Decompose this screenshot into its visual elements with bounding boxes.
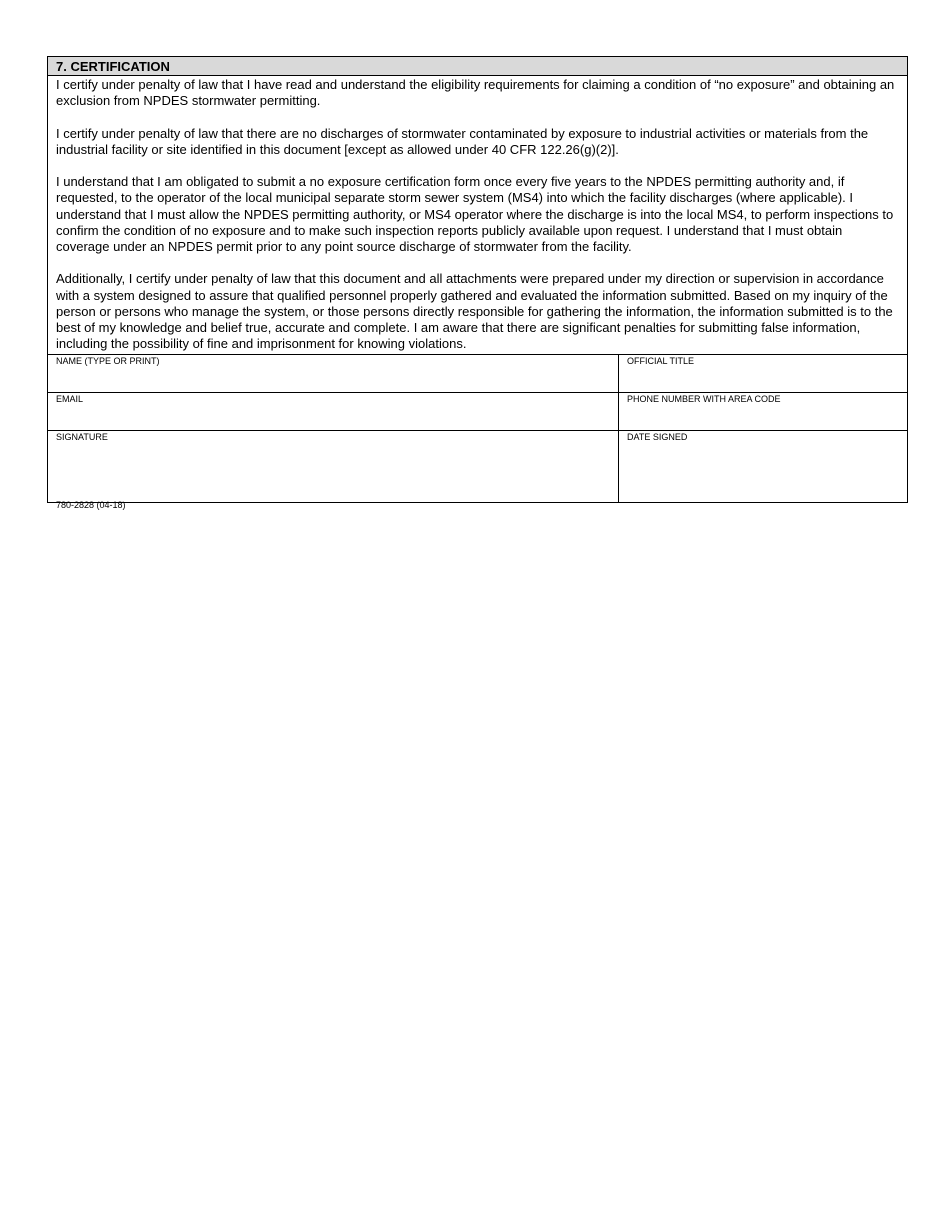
email-label: EMAIL xyxy=(56,394,84,405)
official-title-label: OFFICIAL TITLE xyxy=(627,356,695,367)
signature-date-row xyxy=(48,430,907,502)
official-title-input[interactable] xyxy=(627,367,899,385)
email-input[interactable] xyxy=(56,405,610,423)
form-number: 780-2828 (04-18) xyxy=(56,500,126,510)
email-phone-row xyxy=(48,392,907,430)
certification-paragraph-1: I certify under penalty of law that I have read and understand the eligibility requirements for claiming a condition of “no exposure” and obtaining an exclusion from NPDES stormwater permitting. xyxy=(56,77,895,109)
certification-paragraph-3: I understand that I am obligated to submit a no exposure certification form once every five years to the NPDES permitting authority and, if requested, to the operator of the local municipal separate storm sewer system (MS4) into which the facility discharges (where applicable). I understand that I must allow the NPDES permitting authority, or MS4 operator where the discharge is into the local MS4, to perform inspections to confirm the condition of no exposure and to make such inspection reports publicly available upon request. I understand that I must obtain coverage under an NPDES permit prior to any point source discharge of stormwater from the facility. xyxy=(56,174,894,254)
certification-paragraph-2: I certify under penalty of law that there are no discharges of stormwater contaminated by exposure to industrial activities or materials from the industrial facility or site identified in this document [except as allowed under 40 CFR 122.26(g)(2)]. xyxy=(56,125,869,157)
name-input[interactable] xyxy=(56,367,610,385)
certification-paragraph-4: Additionally, I certify under penalty of law that this document and all attachments were prepared under my direction or supervision in accordance with a system designed to assure that qualified personnel properly gathered and evaluated the information submitted. Based on my inquiry of the person or persons who manage the system, or those persons directly responsible for gathering the information, the information submitted is to the best of my knowledge and belief true, accurate and complete. I am aware that there are significant penalties for submitting false information, including the possibility of fine and imprisonment for knowing violations. xyxy=(56,271,893,352)
email-field[interactable] xyxy=(48,393,619,430)
date-signed-input[interactable] xyxy=(627,443,899,461)
date-signed-field[interactable] xyxy=(619,431,907,502)
certification-text xyxy=(48,76,907,354)
date-signed-label: DATE SIGNED xyxy=(627,432,688,443)
official-title-field[interactable] xyxy=(619,355,907,392)
signature-field[interactable] xyxy=(48,431,619,502)
phone-label: PHONE NUMBER WITH AREA CODE xyxy=(627,394,781,405)
phone-input[interactable] xyxy=(627,405,899,423)
phone-field[interactable] xyxy=(619,393,907,430)
name-title-row xyxy=(48,354,907,392)
name-field[interactable] xyxy=(48,355,619,392)
certification-form xyxy=(47,56,908,503)
name-label: NAME (TYPE OR PRINT) xyxy=(56,356,160,367)
signature-label: SIGNATURE xyxy=(56,432,108,443)
section-header: 7. CERTIFICATION xyxy=(48,57,907,76)
